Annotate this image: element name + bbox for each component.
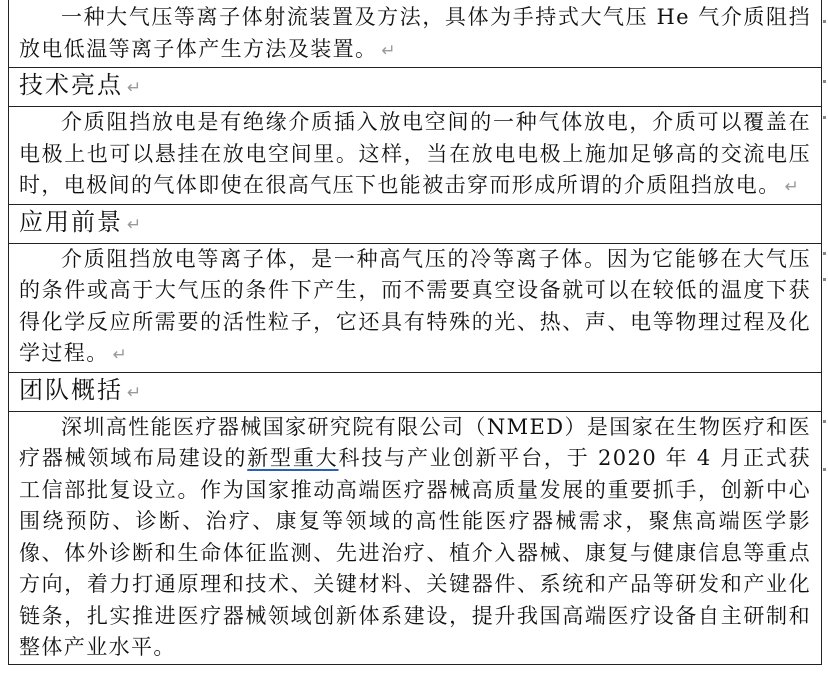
- intro-cell[interactable]: [9, 0, 821, 68]
- info-table: [8, 0, 822, 665]
- heading-team-text: 团队概括: [19, 375, 123, 404]
- intro-text: 一种大气压等离子体射流装置及方法，具体为手持式大气压 He 气介质阻挡放电低温等离子体产生方法及装置。: [19, 5, 811, 61]
- revision-marker: [823, 420, 826, 423]
- team-text-after: 科技与产业创新平台，于 2020 年 4 月正式获工信部批复设立。作为国家推动高端医疗器械高质量发展的重要抓手，创新中心围绕预防、诊断、治疗、康复等领域的高性能医疗器械需求，聚焦高端医学影像、体外诊断和生命体征监测、先进治疗、植介入器械、康复与健康信息等重点方向，着力打通原理和技术、关键材料、关键器件、系统和产品等研发和产业化链条，扎实推进医疗器械领域创新体系建设，提升我国高端医疗设备自主研制和整体产业水平。: [19, 446, 812, 659]
- heading-highlights[interactable]: [9, 68, 821, 107]
- paragraph-mark-icon: ↵: [127, 382, 142, 403]
- prospects-text: 介质阻挡放电等离子体，是一种高气压的冷等离子体。因为它能够在大气压的条件或高于大气压的条件下产生，而不需要真空设备就可以在较低的温度下获得化学反应所需要的活性粒子，它还具有特殊的光、热、声、电等物理过程及化学过程。: [19, 246, 811, 365]
- revision-marker: [823, 116, 826, 119]
- revision-marker: [823, 252, 826, 255]
- heading-team[interactable]: [9, 373, 821, 412]
- paragraph-mark-icon: ↵: [112, 345, 127, 365]
- paragraph-mark-icon: ↵: [127, 214, 142, 235]
- paragraph-mark-icon: ↵: [784, 177, 799, 197]
- heading-prospects[interactable]: [9, 205, 821, 244]
- revision-marker: [823, 20, 826, 23]
- paragraph-mark-icon: ↵: [381, 40, 396, 61]
- revision-marker: [823, 278, 826, 281]
- prospects-cell[interactable]: [9, 244, 821, 373]
- highlights-cell[interactable]: [9, 107, 821, 205]
- team-text-underlined: 新型重大: [247, 446, 339, 470]
- team-text-before: 深圳高性能医疗器械国家研究院有限公司（NMED）是国家在生物医疗和医疗器械领域布局建设的: [19, 414, 811, 470]
- highlights-text: 介质阻挡放电是有绝缘介质插入放电空间的一种气体放电，介质可以覆盖在电极上也可以悬挂在放电空间里。这样，当在放电电极上施加足够高的交流电压时，电极间的气体即使在很高气压下也能被击穿而形成所谓的介质阻挡放电。: [19, 110, 811, 197]
- heading-highlights-text: 技术亮点: [19, 71, 123, 99]
- heading-prospects-text: 应用前景: [19, 207, 123, 236]
- revision-marker: [823, 468, 826, 471]
- paragraph-mark-icon: ↵: [127, 78, 142, 98]
- team-cell[interactable]: [9, 412, 821, 665]
- revision-marker: [823, 80, 826, 83]
